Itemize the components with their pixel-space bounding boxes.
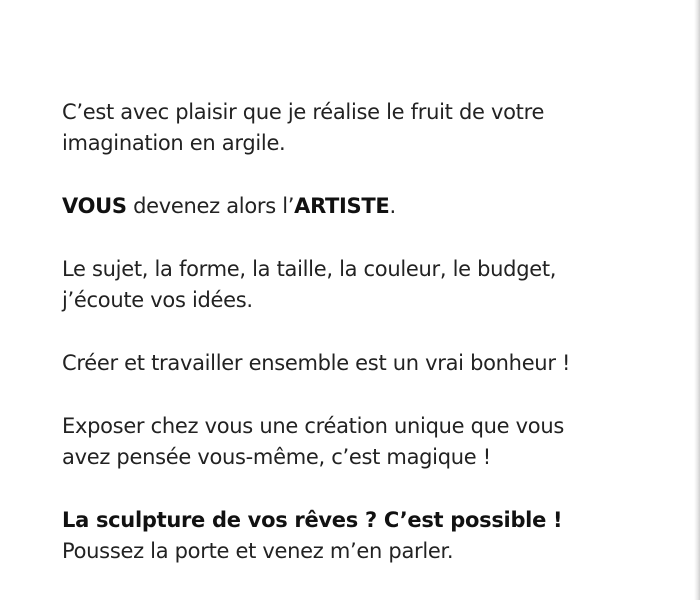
paragraph-artist xyxy=(62,191,682,222)
artiste-emphasis: ARTISTE xyxy=(294,194,390,218)
paragraph-expose-line-1: Exposer chez vous une création unique que vous xyxy=(62,414,564,438)
paragraph-together-line-1: Créer et travailler ensemble est un vrai bonheur ! xyxy=(62,351,571,375)
artist-end-text: . xyxy=(389,194,396,218)
paragraph-expose xyxy=(62,411,682,473)
paragraph-intro-line-2: imagination en argile. xyxy=(62,131,286,155)
closing-call-to-action: Poussez la porte et venez m’en parler. xyxy=(62,539,454,563)
paragraph-closing xyxy=(62,505,682,567)
paragraph-ideas-line-2: j’écoute vos idées. xyxy=(62,288,253,312)
paragraph-expose-line-2: avez pensée vous-même, c’est magique ! xyxy=(62,445,491,469)
paragraph-artist-line xyxy=(62,191,682,222)
artist-middle-text: devenez alors l’ xyxy=(126,194,295,218)
paragraph-ideas-line-1: Le sujet, la forme, la taille, la couleur, le budget, xyxy=(62,257,557,281)
page-edge-shadow xyxy=(694,0,700,600)
closing-headline: La sculpture de vos rêves ? C’est possible ! xyxy=(62,508,563,532)
paragraph-ideas xyxy=(62,254,682,316)
paragraph-together xyxy=(62,348,682,379)
document-body xyxy=(62,97,682,599)
paragraph-intro-line-1: C’est avec plaisir que je réalise le fruit de votre xyxy=(62,100,545,124)
vous-emphasis: VOUS xyxy=(62,194,127,218)
paragraph-intro xyxy=(62,97,682,159)
